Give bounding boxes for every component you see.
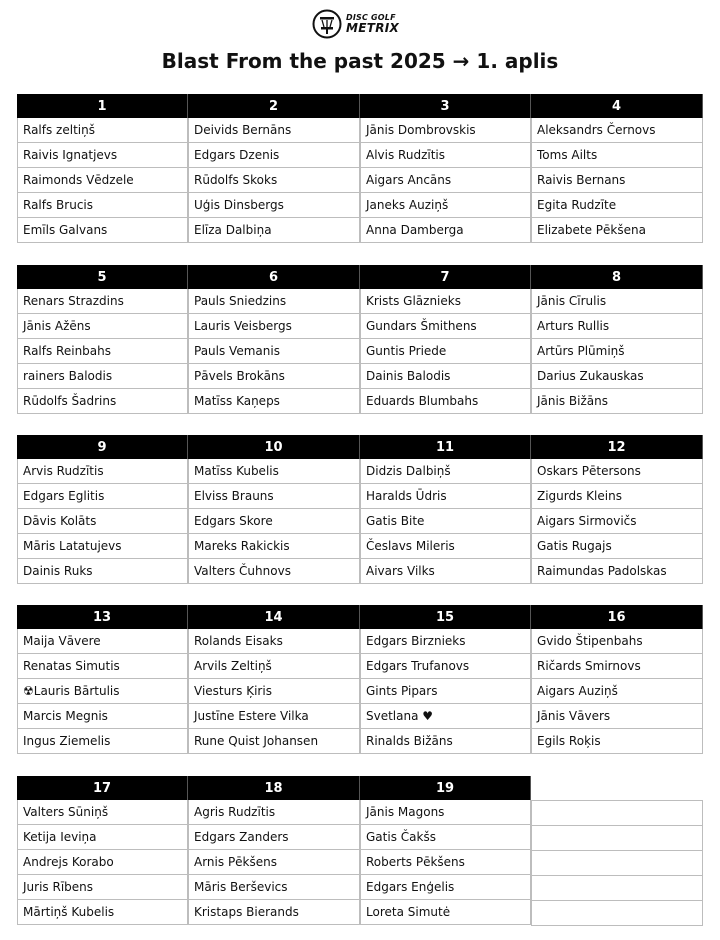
player-cell: Rune Quist Johansen [189, 729, 360, 754]
player-cell: Edgars Enģelis [361, 875, 531, 900]
group-4 [531, 94, 703, 243]
player-cell: Ričards Smirnovs [532, 654, 703, 679]
player-cell: Arnis Pēkšens [189, 850, 360, 875]
player-cell: Česlavs Mileris [361, 534, 531, 559]
player-cell: Gvido Štipenbahs [532, 629, 703, 654]
logo-line-2: METRIX [346, 21, 400, 35]
group-17 [17, 776, 188, 926]
player-cell: Jānis Cīrulis [532, 289, 703, 314]
group-header: 2 [188, 94, 360, 118]
player-cell: Rūdolfs Skoks [189, 168, 360, 193]
player-cell: Elīza Dalbiņa [189, 218, 360, 243]
group-header: 10 [188, 435, 360, 459]
group-14 [188, 605, 360, 754]
player-cell: Eduards Blumbahs [361, 389, 531, 414]
player-cell: Raivis Ignatjevs [18, 143, 188, 168]
player-cell: Māris Latatujevs [18, 534, 188, 559]
player-cell: Arvils Zeltiņš [189, 654, 360, 679]
player-cell: Agris Rudzītis [189, 800, 360, 825]
disc-golf-basket-icon [312, 9, 342, 39]
empty-cell [532, 876, 703, 901]
player-cell: Matīss Kaņeps [189, 389, 360, 414]
player-cell: Anna Damberga [361, 218, 531, 243]
player-cell: Valters Čuhnovs [189, 559, 360, 584]
player-cell: Haralds Ūdris [361, 484, 531, 509]
player-cell: Didzis Dalbiņš [361, 459, 531, 484]
player-cell: Kristaps Bierands [189, 900, 360, 925]
group-row-1 [17, 94, 703, 243]
player-cell: Rolands Eisaks [189, 629, 360, 654]
empty-group-slot [531, 800, 703, 926]
player-cell: Juris Rībens [18, 875, 188, 900]
empty-cell [532, 851, 703, 876]
group-10 [188, 435, 360, 584]
player-cell: Darius Zukauskas [532, 364, 703, 389]
player-cell: Guntis Priede [361, 339, 531, 364]
group-19 [360, 776, 531, 926]
group-header: 15 [360, 605, 531, 629]
player-cell: Gatis Čakšs [361, 825, 531, 850]
player-cell: Gatis Rugajs [532, 534, 703, 559]
player-cell: Deivids Bernāns [189, 118, 360, 143]
player-cell: Jānis Magons [361, 800, 531, 825]
player-cell: Raimundas Padolskas [532, 559, 703, 584]
empty-cell [532, 826, 703, 851]
disc-golf-metrix-logo [312, 8, 412, 40]
empty-cell [532, 801, 703, 826]
player-cell: Marcis Megnis [18, 704, 188, 729]
group-header: 3 [360, 94, 531, 118]
group-row-3 [17, 435, 703, 584]
group-row-5 [17, 776, 703, 926]
player-cell: Dāvis Kolāts [18, 509, 188, 534]
player-cell: Jānis Dombrovskis [361, 118, 531, 143]
player-cell: Edgars Trufanovs [361, 654, 531, 679]
group-2 [188, 94, 360, 243]
player-cell: Ralfs Brucis [18, 193, 188, 218]
group-8 [531, 265, 703, 414]
player-cell: Uģis Dinsbergs [189, 193, 360, 218]
group-header: 19 [360, 776, 531, 800]
player-cell: Lauris Veisbergs [189, 314, 360, 339]
empty-cell [532, 901, 703, 926]
player-cell: Rūdolfs Šadrins [18, 389, 188, 414]
group-row-4 [17, 605, 703, 754]
player-cell: Dainis Balodis [361, 364, 531, 389]
group-header: 17 [17, 776, 188, 800]
player-cell: Maija Vāvere [18, 629, 188, 654]
player-cell: Roberts Pēkšens [361, 850, 531, 875]
group-5 [17, 265, 188, 414]
group-18 [188, 776, 360, 926]
player-cell: Ralfs zeltiņš [18, 118, 188, 143]
player-cell: Pauls Vemanis [189, 339, 360, 364]
player-cell: Renars Strazdins [18, 289, 188, 314]
player-cell: Gundars Šmithens [361, 314, 531, 339]
group-11 [360, 435, 531, 584]
group-13 [17, 605, 188, 754]
player-cell: Andrejs Korabo [18, 850, 188, 875]
player-cell: Edgars Eglitis [18, 484, 188, 509]
player-cell: Ingus Ziemelis [18, 729, 188, 754]
player-cell: Dainis Ruks [18, 559, 188, 584]
player-cell: Oskars Pētersons [532, 459, 703, 484]
player-cell: Edgars Dzenis [189, 143, 360, 168]
player-cell: Māris Berševics [189, 875, 360, 900]
player-cell: Jānis Vāvers [532, 704, 703, 729]
group-header: 12 [531, 435, 703, 459]
player-cell: Ketija Ieviņa [18, 825, 188, 850]
player-cell: Raivis Bernans [532, 168, 703, 193]
player-cell: Edgars Zanders [189, 825, 360, 850]
group-1 [17, 94, 188, 243]
group-header: 7 [360, 265, 531, 289]
group-header: 5 [17, 265, 188, 289]
player-cell: Gatis Bite [361, 509, 531, 534]
player-cell: Mareks Rakickis [189, 534, 360, 559]
logo-line-1: DISC GOLF [346, 13, 396, 22]
player-cell: Elviss Brauns [189, 484, 360, 509]
player-cell: Gints Pipars [361, 679, 531, 704]
group-header: 9 [17, 435, 188, 459]
player-cell: Aigars Auziņš [532, 679, 703, 704]
group-header: 18 [188, 776, 360, 800]
player-cell: Ralfs Reinbahs [18, 339, 188, 364]
player-cell: Egita Rudzīte [532, 193, 703, 218]
player-cell: Zigurds Kleins [532, 484, 703, 509]
player-cell: Pāvels Brokāns [189, 364, 360, 389]
group-6 [188, 265, 360, 414]
page-title: Blast From the past 2025 → 1. aplis [161, 49, 559, 73]
player-cell: Valters Sūniņš [18, 800, 188, 825]
player-cell: Egils Roķis [532, 729, 703, 754]
player-cell: Elizabete Pēkšena [532, 218, 703, 243]
group-header: 11 [360, 435, 531, 459]
player-cell: Aigars Ancāns [361, 168, 531, 193]
player-cell: Artūrs Plūmiņš [532, 339, 703, 364]
group-header: 1 [17, 94, 188, 118]
player-cell: Matīss Kubelis [189, 459, 360, 484]
player-cell: Jānis Bižāns [532, 389, 703, 414]
group-9 [17, 435, 188, 584]
player-cell: Edgars Skore [189, 509, 360, 534]
group-header: 14 [188, 605, 360, 629]
player-cell: Aigars Sirmovičs [532, 509, 703, 534]
group-header: 13 [17, 605, 188, 629]
group-15 [360, 605, 531, 754]
player-cell: Arvis Rudzītis [18, 459, 188, 484]
group-7 [360, 265, 531, 414]
player-cell: Pauls Sniedzins [189, 289, 360, 314]
player-cell: Viesturs Ķiris [189, 679, 360, 704]
group-header: 4 [531, 94, 703, 118]
player-cell: Rinalds Bižāns [361, 729, 531, 754]
player-cell: Loreta Simutė [361, 900, 531, 925]
group-12 [531, 435, 703, 584]
group-3 [360, 94, 531, 243]
player-cell: Emīls Galvans [18, 218, 188, 243]
player-cell: Svetlana ♥ [361, 704, 531, 729]
player-cell: Aivars Vilks [361, 559, 531, 584]
player-cell: Jānis Ažēns [18, 314, 188, 339]
player-cell: Alvis Rudzītis [361, 143, 531, 168]
group-header: 8 [531, 265, 703, 289]
player-cell: Justīne Estere Vilka [189, 704, 360, 729]
player-cell: Arturs Rullis [532, 314, 703, 339]
player-cell: Janeks Auziņš [361, 193, 531, 218]
player-cell: ☢Lauris Bārtulis [18, 679, 188, 704]
player-cell: Renatas Simutis [18, 654, 188, 679]
player-cell: Toms Ailts [532, 143, 703, 168]
player-cell: rainers Balodis [18, 364, 188, 389]
player-cell: Raimonds Vēdzele [18, 168, 188, 193]
player-cell: Mārtiņš Kubelis [18, 900, 188, 925]
player-cell: Krists Glāznieks [361, 289, 531, 314]
player-cell: Aleksandrs Černovs [532, 118, 703, 143]
group-16 [531, 605, 703, 754]
group-header: 16 [531, 605, 703, 629]
group-header: 6 [188, 265, 360, 289]
player-cell: Edgars Birznieks [361, 629, 531, 654]
group-row-2 [17, 265, 703, 414]
